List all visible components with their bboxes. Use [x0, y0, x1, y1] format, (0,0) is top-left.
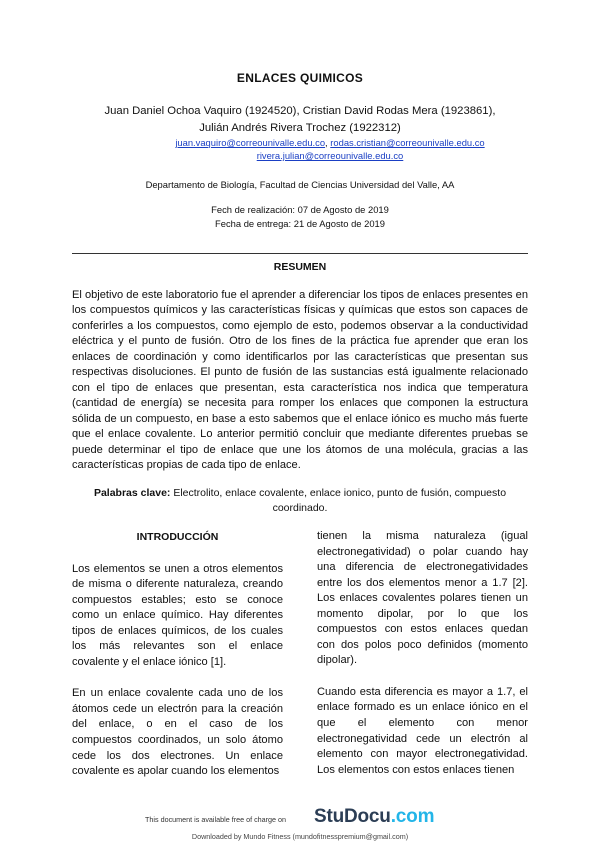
intro-paragraph-2: En un enlace covalente cada uno de los átomos cede un electrón para la creación del enlace, o en el caso de los compuestos coordinados, un solo átomo cede los dos electrones. Un enlace covalente es apolar cuando los elementos [72, 687, 283, 778]
right-paragraph-2: Cuando esta diferencia es mayor a 1.7, el enlace formado es un enlace iónico en el que el elemento con menor electronegatividad cede un electrón al elemento con mayor electronegatividad. Los elementos con estos enlaces tienen [317, 685, 528, 776]
introduccion-heading: INTRODUCCIÓN [136, 531, 219, 543]
resumen-heading: RESUMEN [273, 261, 327, 273]
authors-line-2: Julián Andrés Rivera Trochez (1922312) [199, 122, 401, 134]
downloaded-by-notice: Downloaded by Mundo Fitness (mundofitnesspremium@gmail.com) [191, 832, 409, 841]
email-link-rivera[interactable]: rivera.julian@correounivalle.edu.co [256, 150, 404, 161]
paper-title: ENLACES QUIMICOS [236, 71, 364, 85]
email-separator: , [325, 137, 331, 148]
authors [60, 103, 540, 137]
studocu-logo[interactable] [314, 806, 434, 828]
footer-banner [0, 806, 600, 832]
right-paragraph-1: tienen la misma naturaleza (igual electronegatividad) o polar cuando hay una diferencia de electronegatividades entre los dos elementos menor a 1.7 [2]. Los enlaces covalentes polares tienen un momento dipolar, por lo que los compuestos con estos enlaces quedan con dos polos poco definidos (momento dipolar). [317, 530, 528, 667]
right-column [317, 529, 528, 778]
left-column [72, 530, 283, 780]
authors-line-1: Juan Daniel Ochoa Vaquiro (1924520), Cristian David Rodas Mera (1923861), [104, 105, 496, 117]
abstract-text: El objetivo de este laboratorio fue el aprender a diferenciar los tipos de enlaces presentes en los compuestos químicos y las características físicas y químicas que estos son capaces de conferirles a los compuestos, como ejemplo de esto, podemos observar a la conductividad eléctrica y el punto de fusión. Otro de los fines de la práctica fue aprender que eran los enlaces de coordinación y como identificarlos por las características que presentan sus respectivas disoluciones. El punto de fusión de las sustancias está igualmente relacionado con el tipo de enlaces que presentan, esta característica nos indica que temperatura (cantidad de energía) se necesita para romper los enlaces que componen la estructura sólida de un compuesto, en base a esto sabemos que el enlace iónico es mucho más fuerte que el enlace covalente. Lo anterior permitió concluir que mediante diferentes pruebas se puede determinar el tipo de enlace que une los átomos de una molécula, gracias a las características propias de cada tipo de enlace. [72, 289, 528, 471]
logo-main-text: StuDocu [314, 806, 391, 827]
intro-paragraph-1: Los elementos se unen a otros elementos de misma o diferente naturaleza, creando compuestos estables; esto se conoce como un enlace químico. Hay diferentes tipos de enlaces químicos, de los cuales los más relevantes son el enlace covalente y el enlace iónico [1]. [72, 562, 283, 668]
dates [0, 203, 600, 231]
realization-date: Fech de realización: 07 de Agosto de 2019 [211, 204, 389, 215]
department-affiliation: Departamento de Biología, Facultad de Ciencias Universidad del Valle, AA [145, 179, 455, 190]
delivery-date: Fecha de entrega: 21 de Agosto de 2019 [215, 218, 385, 229]
keywords-label: Palabras clave: [93, 487, 171, 499]
author-emails [130, 136, 530, 162]
keywords [72, 486, 528, 516]
footer-notice: This document is available free of charge on [145, 815, 287, 824]
email-link-rodas[interactable]: rodas.cristian@correounivalle.edu.co [330, 137, 485, 148]
email-link-vaquiro[interactable]: juan.vaquiro@correounivalle.edu.co [175, 137, 326, 148]
keywords-text: Electrolito, enlace covalente, enlace ionico, punto de fusión, compuesto coordinado. [170, 487, 507, 514]
logo-tld-text: .com [390, 806, 435, 827]
section-divider [72, 253, 528, 254]
